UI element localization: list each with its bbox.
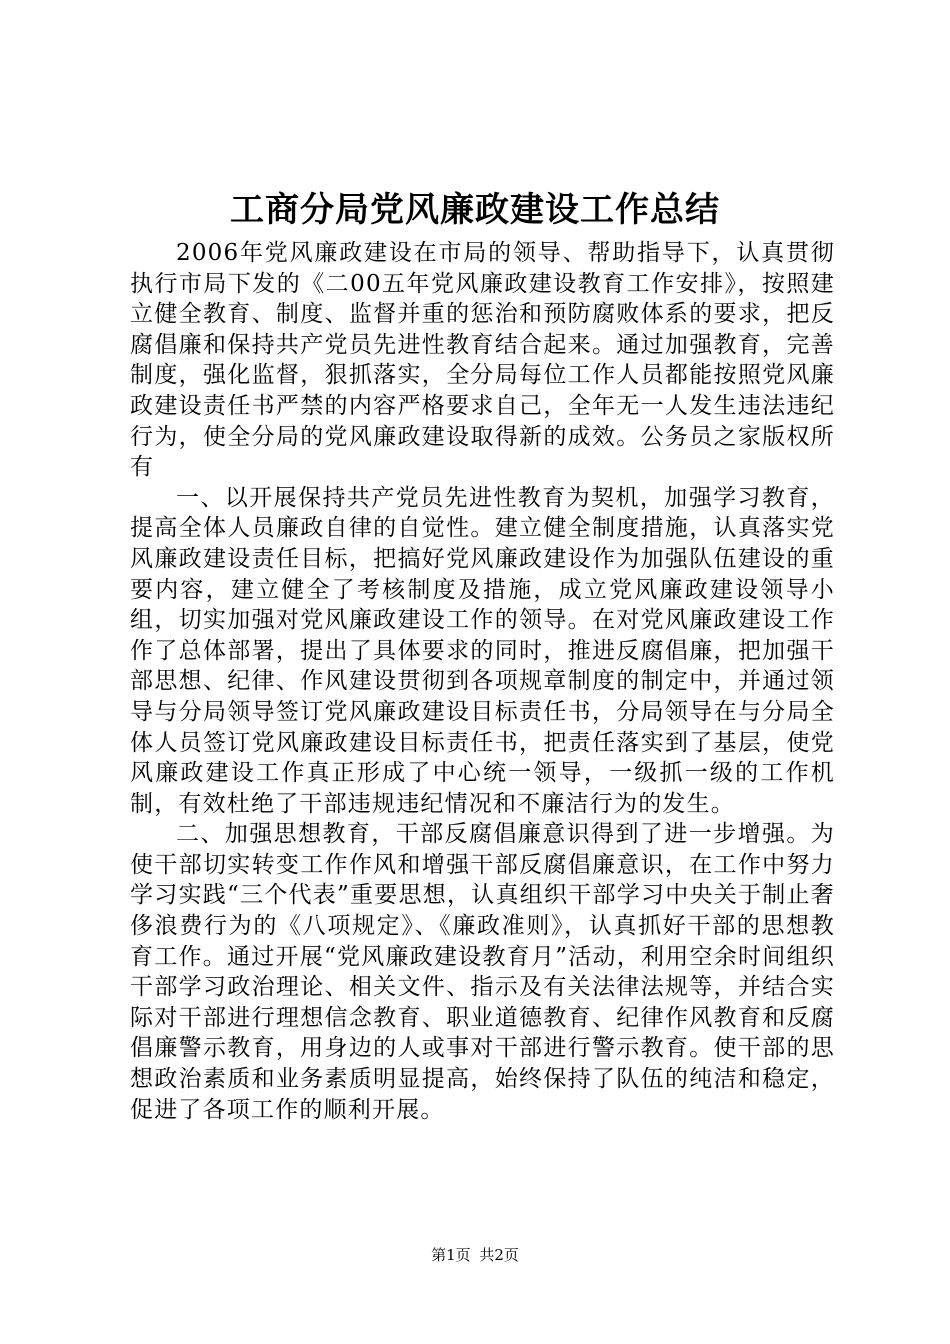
paragraph-section-1: 一、以开展保持共产党员先进性教育为契机，加强学习教育，提高全体人员廉政自律的自觉性。建立健全制度措施，认真落实党风廉政建设责任目标，把搞好党风廉政建设作为加强队伍建设的重要内容，建立健全了考核制度及措施，成立党风廉政建设领导小组，切实加强对党风廉政建设工作的领导。在对党风廉政建设工作作了总体部署，提出了具体要求的同时，推进反腐倡廉，把加强干部思想、纪律、作风建设贯彻到各项规章制度的制定中，并通过领导与分局领导签订党风廉政建设目标责任书，分局领导在与分局全体人员签订党风廉政建设目标责任书，把责任落实到了基层，使党风廉政建设工作真正形成了中心统一领导，一级抓一级的工作机制，有效杜绝了干部违规违纪情况和不廉洁行为的发生。 [130,484,835,817]
paragraph-section-2: 二、加强思想教育，干部反腐倡廉意识得到了进一步增强。为使干部切实转变工作作风和增强干部反腐倡廉意识，在工作中努力学习实践“三个代表”重要思想，认真组织干部学习中央关于制止奢侈浪费行为的《八项规定》、《廉政准则》，认真抓好干部的思想教育工作。通过开展“党风廉政建设教育月”活动，利用空余时间组织干部学习政治理论、相关文件、指示及有关法律法规等，并结合实际对干部进行理想信念教育、职业道德教育、纪律作风教育和反腐倡廉警示教育，用身边的人或事对干部进行警示教育。使干部的思想政治素质和业务素质明显提高，始终保持了队伍的纯洁和稳定，促进了各项工作的顺利开展。 [130,821,835,1123]
document-body [130,238,835,1125]
document-title: 工商分局党风廉政建设工作总结 [230,190,720,230]
page-number: 第1页 [431,1246,471,1264]
page-total: 共2页 [479,1246,519,1264]
page-footer [0,1245,950,1265]
paragraph-intro: 2006年党风廉政建设在市局的领导、帮助指导下，认真贯彻执行市局下发的《二00五年党风廉政建设教育工作安排》，按照建立健全教育、制度、监督并重的惩治和预防腐败体系的要求，把反腐倡廉和保持共产党员先进性教育结合起来。通过加强教育，完善制度，强化监督，狠抓落实，全分局每位工作人员都能按照党风廉政建设责任书严禁的内容严格要求自己，全年无一人发生违法违纪行为，使全分局的党风廉政建设取得新的成效。公务员之家版权所有 [130,240,835,481]
